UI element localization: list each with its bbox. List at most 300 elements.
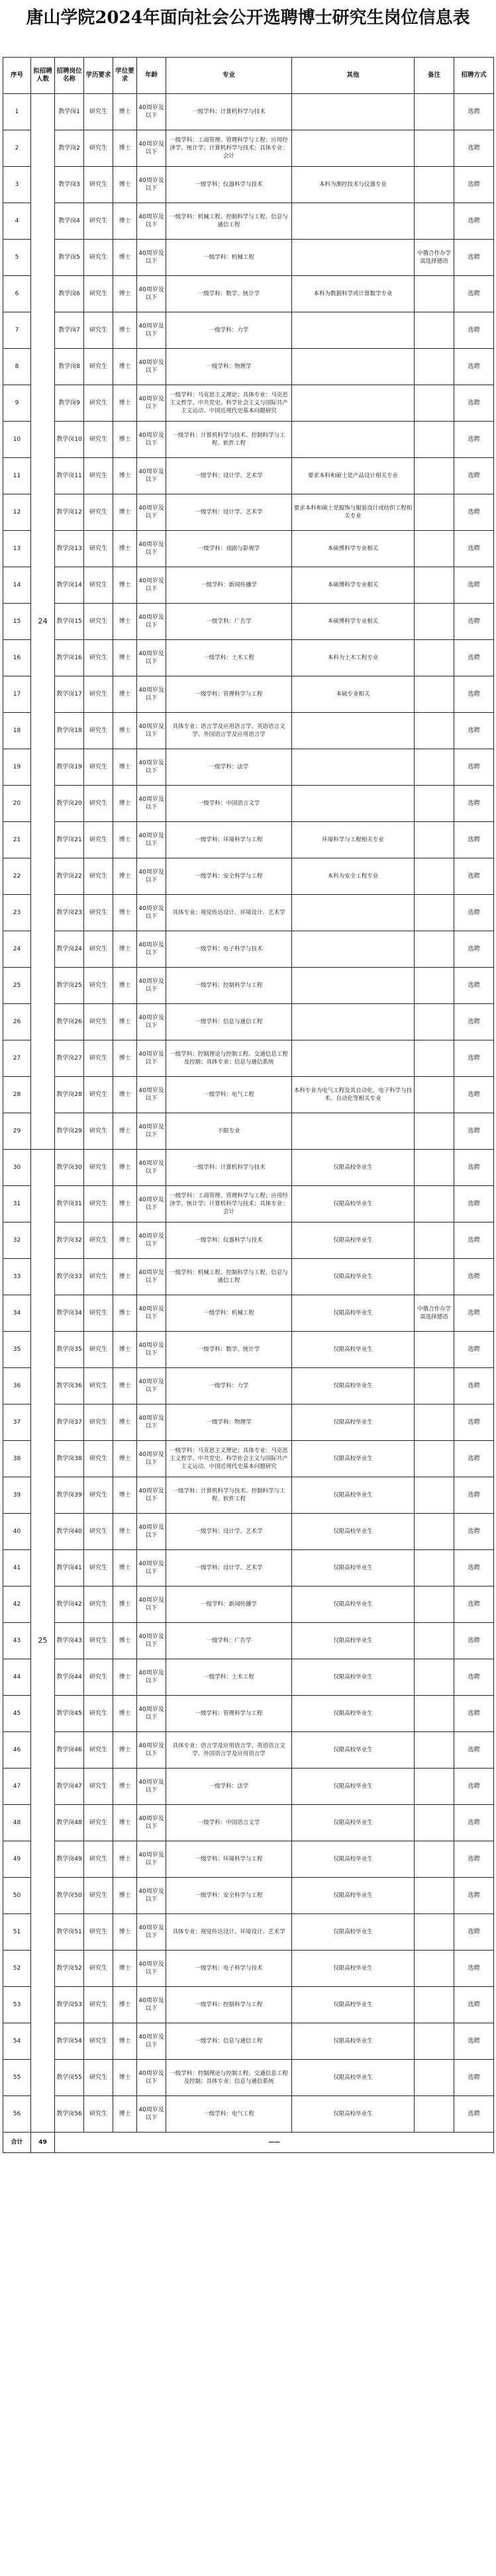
cell-note [415, 1623, 454, 1659]
cell-edu: 研究生 [84, 276, 113, 312]
cell-major: 一级学科：物理学 [166, 349, 292, 385]
cell-method: 选聘 [454, 713, 494, 749]
table-row [3, 1077, 494, 1113]
cell-edu: 研究生 [84, 167, 113, 203]
cell-method: 选聘 [454, 1696, 494, 1732]
cell-degree: 博士 [113, 1113, 137, 1150]
cell-seq: 37 [3, 1404, 31, 1441]
cell-note [415, 2096, 454, 2133]
cell-age: 40周岁及以下 [137, 1040, 166, 1077]
cell-post: 教学岗9 [55, 385, 84, 422]
cell-age: 40周岁及以下 [137, 968, 166, 1004]
cell-edu: 研究生 [84, 1113, 113, 1150]
cell-post: 教学岗55 [55, 2060, 84, 2096]
cell-post: 教学岗45 [55, 1696, 84, 1732]
cell-age: 40周岁及以下 [137, 1004, 166, 1040]
cell-other [292, 786, 415, 822]
cell-age: 40周岁及以下 [137, 2096, 166, 2133]
cell-major: 一级学科：机械工程 [166, 1295, 292, 1332]
cell-seq: 33 [3, 1259, 31, 1295]
cell-method: 选聘 [454, 458, 494, 494]
cell-edu: 研究生 [84, 1732, 113, 1769]
cell-other: 要求本科和硕士是产品设计相关专业 [292, 458, 415, 494]
cell-edu: 研究生 [84, 2023, 113, 2060]
cell-post: 教学岗41 [55, 1550, 84, 1587]
cell-note [415, 1769, 454, 1805]
cell-post: 教学岗52 [55, 1951, 84, 1987]
cell-note [415, 1259, 454, 1295]
total-count: 49 [31, 2133, 55, 2153]
cell-seq: 7 [3, 312, 31, 349]
cell-post: 教学岗48 [55, 1805, 84, 1841]
cell-degree: 博士 [113, 1951, 137, 1987]
cell-seq: 22 [3, 858, 31, 895]
cell-post: 教学岗12 [55, 494, 84, 531]
cell-method: 选聘 [454, 1113, 494, 1150]
cell-seq: 44 [3, 1659, 31, 1696]
cell-degree: 博士 [113, 494, 137, 531]
cell-other: 仅限高校毕业生 [292, 2060, 415, 2096]
cell-age: 40周岁及以下 [137, 749, 166, 786]
cell-method: 选聘 [454, 1004, 494, 1040]
cell-other: 本科专业为电气工程及其自动化、电子科学与技术、自动化等相关专业 [292, 1077, 415, 1113]
cell-edu: 研究生 [84, 1696, 113, 1732]
cell-edu: 研究生 [84, 1259, 113, 1295]
cell-note [415, 1987, 454, 2023]
cell-note [415, 968, 454, 1004]
cell-post: 教学岗3 [55, 167, 84, 203]
cell-seq: 16 [3, 640, 31, 676]
total-label: 合计 [3, 2133, 31, 2153]
cell-other [292, 203, 415, 240]
cell-other [292, 1040, 415, 1077]
cell-other [292, 895, 415, 931]
table-row [3, 858, 494, 895]
header-method: 招聘方式 [454, 58, 494, 94]
cell-post: 教学岗23 [55, 895, 84, 931]
cell-other: 仅限高校毕业生 [292, 1368, 415, 1404]
cell-post: 教学岗8 [55, 349, 84, 385]
cell-edu: 研究生 [84, 1587, 113, 1623]
cell-degree: 博士 [113, 1841, 137, 1878]
cell-age: 40周岁及以下 [137, 1878, 166, 1914]
cell-age: 40周岁及以下 [137, 240, 166, 276]
table-row [3, 1805, 494, 1841]
cell-age: 40周岁及以下 [137, 1441, 166, 1477]
cell-post: 教学岗16 [55, 640, 84, 676]
cell-seq: 38 [3, 1441, 31, 1477]
cell-seq: 6 [3, 276, 31, 312]
cell-seq: 10 [3, 422, 31, 458]
cell-degree: 博士 [113, 312, 137, 349]
cell-note: 中俄合作办学需选择德语 [415, 240, 454, 276]
table-row [3, 385, 494, 422]
cell-age: 40周岁及以下 [137, 1659, 166, 1696]
cell-post: 教学岗47 [55, 1769, 84, 1805]
header-age: 年龄 [137, 58, 166, 94]
cell-age: 40周岁及以下 [137, 822, 166, 858]
cell-post: 教学岗29 [55, 1113, 84, 1150]
cell-edu: 研究生 [84, 1040, 113, 1077]
table-row [3, 676, 494, 713]
cell-post: 教学岗21 [55, 822, 84, 858]
cell-edu: 研究生 [84, 203, 113, 240]
cell-major: 一级学科：法学 [166, 749, 292, 786]
cell-degree: 博士 [113, 385, 137, 422]
cell-seq: 3 [3, 167, 31, 203]
cell-seq: 19 [3, 749, 31, 786]
cell-note [415, 1514, 454, 1550]
cell-post: 教学岗24 [55, 931, 84, 968]
cell-note [415, 385, 454, 422]
cell-seq: 31 [3, 1186, 31, 1222]
cell-degree: 博士 [113, 130, 137, 167]
cell-major: 一级学科：仪器科学与技术 [166, 167, 292, 203]
cell-note [415, 640, 454, 676]
cell-seq: 8 [3, 349, 31, 385]
table-row [3, 2096, 494, 2133]
cell-age: 40周岁及以下 [137, 1587, 166, 1623]
cell-seq: 17 [3, 676, 31, 713]
table-row [3, 130, 494, 167]
cell-degree: 博士 [113, 604, 137, 640]
cell-degree: 博士 [113, 1295, 137, 1332]
cell-major: 一级学科：设计学、艺术学 [166, 494, 292, 531]
title-block [0, 0, 496, 57]
cell-seq: 23 [3, 895, 31, 931]
table-row [3, 640, 494, 676]
cell-note [415, 312, 454, 349]
cell-age: 40周岁及以下 [137, 640, 166, 676]
cell-major: 一级学科：机械工程、控制科学与工程、信息与通信工程 [166, 1259, 292, 1295]
cell-major: 一级学科：机械工程、控制科学与工程、信息与通信工程 [166, 203, 292, 240]
cell-method: 选聘 [454, 276, 494, 312]
cell-seq: 11 [3, 458, 31, 494]
cell-note [415, 1659, 454, 1696]
table-row [3, 167, 494, 203]
cell-method: 选聘 [454, 968, 494, 1004]
cell-degree: 博士 [113, 931, 137, 968]
cell-method: 选聘 [454, 1077, 494, 1113]
cell-major: 一级学科：管理科学与工程 [166, 1696, 292, 1732]
cell-age: 40周岁及以下 [137, 349, 166, 385]
cell-age: 40周岁及以下 [137, 567, 166, 604]
table-row [3, 1332, 494, 1368]
cell-other: 仅限高校毕业生 [292, 1769, 415, 1805]
cell-edu: 研究生 [84, 822, 113, 858]
cell-post: 教学岗39 [55, 1477, 84, 1514]
cell-method: 选聘 [454, 931, 494, 968]
cell-major: 一级学科：新闻传播学 [166, 567, 292, 604]
cell-age: 40周岁及以下 [137, 312, 166, 349]
cell-other: 仅限高校毕业生 [292, 1914, 415, 1951]
cell-post: 教学岗17 [55, 676, 84, 713]
cell-major: 一级学科：安全科学与工程 [166, 1878, 292, 1914]
cell-other: 仅限高校毕业生 [292, 1186, 415, 1222]
cell-seq: 43 [3, 1623, 31, 1659]
cell-post: 教学岗20 [55, 786, 84, 822]
cell-method: 选聘 [454, 2060, 494, 2096]
cell-note [415, 1587, 454, 1623]
cell-note [415, 713, 454, 749]
cell-age: 40周岁及以下 [137, 1077, 166, 1113]
cell-degree: 博士 [113, 1696, 137, 1732]
cell-post: 教学岗36 [55, 1368, 84, 1404]
cell-edu: 研究生 [84, 1004, 113, 1040]
table-row [3, 1914, 494, 1951]
cell-age: 40周岁及以下 [137, 1987, 166, 2023]
cell-major: 一级学科：安全科学与工程 [166, 858, 292, 895]
table-row [3, 312, 494, 349]
cell-seq: 27 [3, 1040, 31, 1077]
cell-method: 选聘 [454, 1732, 494, 1769]
cell-other: 仅限高校毕业生 [292, 1222, 415, 1259]
cell-other: 仅限高校毕业生 [292, 2023, 415, 2060]
header-seq: 序号 [3, 58, 31, 94]
cell-note [415, 1951, 454, 1987]
cell-method: 选聘 [454, 1805, 494, 1841]
cell-other: 仅限高校毕业生 [292, 1332, 415, 1368]
cell-post: 教学岗28 [55, 1077, 84, 1113]
cell-method: 选聘 [454, 1332, 494, 1368]
cell-edu: 研究生 [84, 1150, 113, 1186]
cell-other [292, 1004, 415, 1040]
cell-edu: 研究生 [84, 931, 113, 968]
cell-method: 选聘 [454, 676, 494, 713]
cell-other: 仅限高校毕业生 [292, 1259, 415, 1295]
cell-other: 环境科学与工程相关专业 [292, 822, 415, 858]
cell-seq: 45 [3, 1696, 31, 1732]
cell-major: 一级学科：法学 [166, 1769, 292, 1805]
cell-edu: 研究生 [84, 1295, 113, 1332]
cell-edu: 研究生 [84, 713, 113, 749]
cell-method: 选聘 [454, 822, 494, 858]
cell-note [415, 1368, 454, 1404]
cell-seq: 40 [3, 1514, 31, 1550]
cell-degree: 博士 [113, 749, 137, 786]
table-row [3, 567, 494, 604]
cell-degree: 博士 [113, 1805, 137, 1841]
cell-method: 选聘 [454, 640, 494, 676]
cell-edu: 研究生 [84, 1769, 113, 1805]
table-row [3, 1113, 494, 1150]
cell-other: 仅限高校毕业生 [292, 1150, 415, 1186]
cell-age: 40周岁及以下 [137, 130, 166, 167]
cell-major: 一级学科：中国语言文学 [166, 1805, 292, 1841]
table-row [3, 1040, 494, 1077]
cell-age: 40周岁及以下 [137, 1805, 166, 1841]
cell-note [415, 1077, 454, 1113]
cell-major: 一级学科：马克思主义理论；具体专业：马克思主义哲学、中共党史、科学社会主义与国际共产主义运动、中国近现代史基本问题研究 [166, 1441, 292, 1477]
cell-age: 40周岁及以下 [137, 1150, 166, 1186]
cell-age: 40周岁及以下 [137, 1295, 166, 1332]
cell-seq: 29 [3, 1113, 31, 1150]
cell-post: 教学岗42 [55, 1587, 84, 1623]
cell-note [415, 422, 454, 458]
cell-major: 一级学科：计算机科学与技术 [166, 94, 292, 130]
cell-method: 选聘 [454, 1987, 494, 2023]
header-note: 备注 [415, 58, 454, 94]
cell-post: 教学岗43 [55, 1623, 84, 1659]
cell-post: 教学岗46 [55, 1732, 84, 1769]
cell-seq: 52 [3, 1951, 31, 1987]
cell-seq: 2 [3, 130, 31, 167]
cell-method: 选聘 [454, 567, 494, 604]
cell-note [415, 1113, 454, 1150]
cell-post: 教学岗51 [55, 1914, 84, 1951]
cell-degree: 博士 [113, 1077, 137, 1113]
cell-post: 教学岗7 [55, 312, 84, 349]
table-row [3, 1259, 494, 1295]
cell-method: 选聘 [454, 1441, 494, 1477]
cell-method: 选聘 [454, 2096, 494, 2133]
cell-age: 40周岁及以下 [137, 1841, 166, 1878]
cell-degree: 博士 [113, 203, 137, 240]
cell-edu: 研究生 [84, 1514, 113, 1550]
cell-count: 25 [31, 1150, 55, 2133]
cell-edu: 研究生 [84, 94, 113, 130]
cell-degree: 博士 [113, 167, 137, 203]
cell-degree: 博士 [113, 458, 137, 494]
cell-age: 40周岁及以下 [137, 1477, 166, 1514]
cell-degree: 博士 [113, 2023, 137, 2060]
cell-edu: 研究生 [84, 2060, 113, 2096]
cell-age: 40周岁及以下 [137, 94, 166, 130]
cell-seq: 13 [3, 531, 31, 567]
cell-other [292, 385, 415, 422]
cell-degree: 博士 [113, 1040, 137, 1077]
cell-edu: 研究生 [84, 240, 113, 276]
cell-post: 教学岗31 [55, 1186, 84, 1222]
cell-seq: 49 [3, 1841, 31, 1878]
total-row [3, 2133, 494, 2153]
cell-degree: 博士 [113, 1987, 137, 2023]
cell-method: 选聘 [454, 240, 494, 276]
table-row [3, 2023, 494, 2060]
cell-note [415, 458, 454, 494]
cell-note [415, 1732, 454, 1769]
cell-method: 选聘 [454, 2023, 494, 2060]
cell-other [292, 94, 415, 130]
cell-method: 选聘 [454, 1477, 494, 1514]
cell-post: 教学岗38 [55, 1441, 84, 1477]
cell-edu: 研究生 [84, 1805, 113, 1841]
cell-post: 教学岗11 [55, 458, 84, 494]
cell-major: 一级学科：广告学 [166, 1623, 292, 1659]
table-row [3, 968, 494, 1004]
cell-seq: 35 [3, 1332, 31, 1368]
cell-major: 一级学科：土木工程 [166, 1659, 292, 1696]
table-row [3, 494, 494, 531]
cell-post: 教学岗13 [55, 531, 84, 567]
cell-seq: 56 [3, 2096, 31, 2133]
cell-other [292, 713, 415, 749]
cell-major: 一级学科：广告学 [166, 604, 292, 640]
cell-method: 选聘 [454, 1587, 494, 1623]
cell-degree: 博士 [113, 1878, 137, 1914]
table-row [3, 1696, 494, 1732]
cell-age: 40周岁及以下 [137, 676, 166, 713]
cell-method: 选聘 [454, 1550, 494, 1587]
cell-other [292, 312, 415, 349]
cell-degree: 博士 [113, 2060, 137, 2096]
cell-edu: 研究生 [84, 1951, 113, 1987]
cell-degree: 博士 [113, 1623, 137, 1659]
table-row [3, 240, 494, 276]
cell-note [415, 749, 454, 786]
cell-age: 40周岁及以下 [137, 1769, 166, 1805]
cell-major: 一级学科：机械工程 [166, 240, 292, 276]
cell-method: 选聘 [454, 749, 494, 786]
cell-other: 仅限高校毕业生 [292, 2096, 415, 2133]
cell-age: 40周岁及以下 [137, 1550, 166, 1587]
cell-other: 仅限高校毕业生 [292, 1404, 415, 1441]
cell-note [415, 931, 454, 968]
cell-seq: 9 [3, 385, 31, 422]
cell-major: 一级学科：设计学、艺术学 [166, 1550, 292, 1587]
cell-edu: 研究生 [84, 349, 113, 385]
cell-method: 选聘 [454, 1878, 494, 1914]
cell-edu: 研究生 [84, 968, 113, 1004]
cell-major: 一级学科：中国语言文学 [166, 786, 292, 822]
cell-note [415, 1805, 454, 1841]
header-count: 拟招聘人数 [31, 58, 55, 94]
cell-degree: 博士 [113, 1222, 137, 1259]
cell-age: 40周岁及以下 [137, 531, 166, 567]
table-row [3, 1841, 494, 1878]
cell-major: 一级学科：控制理论与控制工程、交通信息工程及控制；具体专业：信息与通信系统 [166, 2060, 292, 2096]
cell-edu: 研究生 [84, 1477, 113, 1514]
cell-degree: 博士 [113, 1732, 137, 1769]
cell-seq: 55 [3, 2060, 31, 2096]
cell-other: 仅限高校毕业生 [292, 1587, 415, 1623]
cell-edu: 研究生 [84, 1659, 113, 1696]
cell-note [415, 130, 454, 167]
table-row [3, 349, 494, 385]
cell-major: 一级学科：工商管理、管理科学与工程；应用经济学、统计学；计算机科学与技术；具体专业：会计 [166, 130, 292, 167]
cell-note [415, 1841, 454, 1878]
cell-degree: 博士 [113, 822, 137, 858]
cell-age: 40周岁及以下 [137, 604, 166, 640]
cell-other: 本硕博科学专业相关 [292, 531, 415, 567]
cell-note [415, 895, 454, 931]
cell-degree: 博士 [113, 240, 137, 276]
cell-age: 40周岁及以下 [137, 713, 166, 749]
cell-edu: 研究生 [84, 1222, 113, 1259]
cell-major: 一级学科：控制科学与工程 [166, 1987, 292, 2023]
cell-method: 选聘 [454, 1404, 494, 1441]
cell-age: 40周岁及以下 [137, 422, 166, 458]
cell-major: 一级学科：工商管理、管理科学与工程；应用经济学、统计学；计算机科学与技术；具体专业：会计 [166, 1186, 292, 1222]
cell-other: 本硕博科学专业相关 [292, 604, 415, 640]
cell-edu: 研究生 [84, 1550, 113, 1587]
cell-post: 教学岗22 [55, 858, 84, 895]
header-post: 招聘岗位名称 [55, 58, 84, 94]
cell-edu: 研究生 [84, 640, 113, 676]
cell-major: 具体专业：视觉传达设计、环境设计、艺术学 [166, 895, 292, 931]
header-edu: 学历要求 [84, 58, 113, 94]
cell-seq: 36 [3, 1368, 31, 1404]
cell-note [415, 276, 454, 312]
cell-age: 40周岁及以下 [137, 1113, 166, 1150]
table-row [3, 1550, 494, 1587]
cell-seq: 12 [3, 494, 31, 531]
cell-seq: 50 [3, 1878, 31, 1914]
cell-degree: 博士 [113, 1004, 137, 1040]
cell-method: 选聘 [454, 203, 494, 240]
cell-major: 一级学科：设计学、艺术学 [166, 458, 292, 494]
cell-post: 教学岗14 [55, 567, 84, 604]
